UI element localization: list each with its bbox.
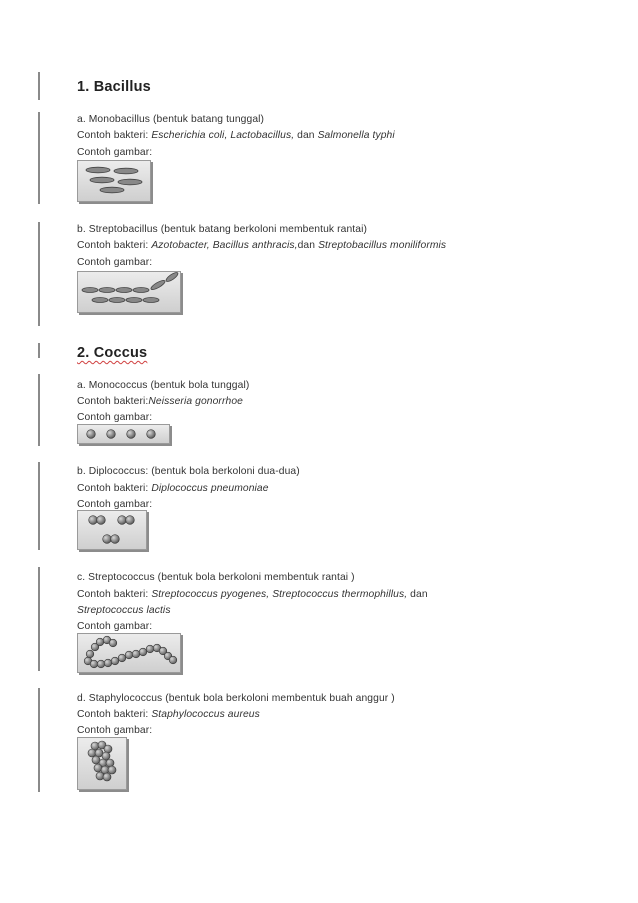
- streptobacillus-image-label: Contoh gambar:: [77, 257, 153, 268]
- streptobacillus-title: b. Streptobacillus (bentuk batang berkoloni membentuk rantai): [77, 224, 367, 235]
- margin-bar: [38, 112, 40, 204]
- diplococcus-title: b. Diplococcus: (bentuk bola berkoloni dua-dua): [77, 466, 300, 477]
- streptobacillus-examples: Contoh bakteri: Azotobacter, Bacillus anthracis,dan Streptobacillus moniliformis: [77, 240, 447, 251]
- staphylococcus-examples: Contoh bakteri: Staphylococcus aureus: [77, 709, 260, 720]
- staphylococcus-title: d. Staphylococcus (bentuk bola berkoloni membentuk buah anggur ): [77, 693, 395, 704]
- monococcus-title: a. Monococcus (bentuk bola tunggal): [77, 380, 250, 391]
- diplococcus-examples: Contoh bakteri: Diplococcus pneumoniae: [77, 483, 269, 494]
- section-heading-coccus: 2. Coccus: [77, 345, 148, 361]
- monobacillus-title: a. Monobacillus (bentuk batang tunggal): [77, 114, 265, 125]
- streptococcus-image-label: Contoh gambar:: [77, 621, 153, 632]
- diplococcus-illustration: [77, 510, 147, 550]
- margin-bar: [38, 374, 40, 446]
- margin-bar: [38, 72, 40, 100]
- staphylococcus-image-label: Contoh gambar:: [77, 725, 153, 736]
- margin-bar: [38, 343, 40, 358]
- monobacillus-illustration: [77, 160, 151, 202]
- monobacillus-examples: Contoh bakteri: Escherichia coli, Lactobacillus, dan Salmonella typhi: [77, 130, 395, 141]
- margin-bar: [38, 567, 40, 671]
- monococcus-image-label: Contoh gambar:: [77, 412, 153, 423]
- monococcus-illustration: [77, 424, 170, 444]
- streptobacillus-illustration: [77, 271, 181, 313]
- margin-bar: [38, 462, 40, 550]
- monobacillus-image-label: Contoh gambar:: [77, 147, 153, 158]
- streptococcus-examples-cont: Streptococcus lactis: [77, 605, 171, 616]
- streptococcus-title: c. Streptococcus (bentuk bola berkoloni membentuk rantai ): [77, 572, 355, 583]
- staphylococcus-illustration: [77, 737, 127, 790]
- section-heading-bacillus: 1. Bacillus: [77, 79, 151, 95]
- streptococcus-examples: Contoh bakteri: Streptococcus pyogenes, Streptococcus thermophillus, dan: [77, 589, 428, 600]
- margin-bar: [38, 222, 40, 326]
- diplococcus-image-label: Contoh gambar:: [77, 499, 153, 510]
- monococcus-examples: Contoh bakteri:Neisseria gonorrhoe: [77, 396, 243, 407]
- streptococcus-illustration: [77, 633, 181, 673]
- margin-bar: [38, 688, 40, 792]
